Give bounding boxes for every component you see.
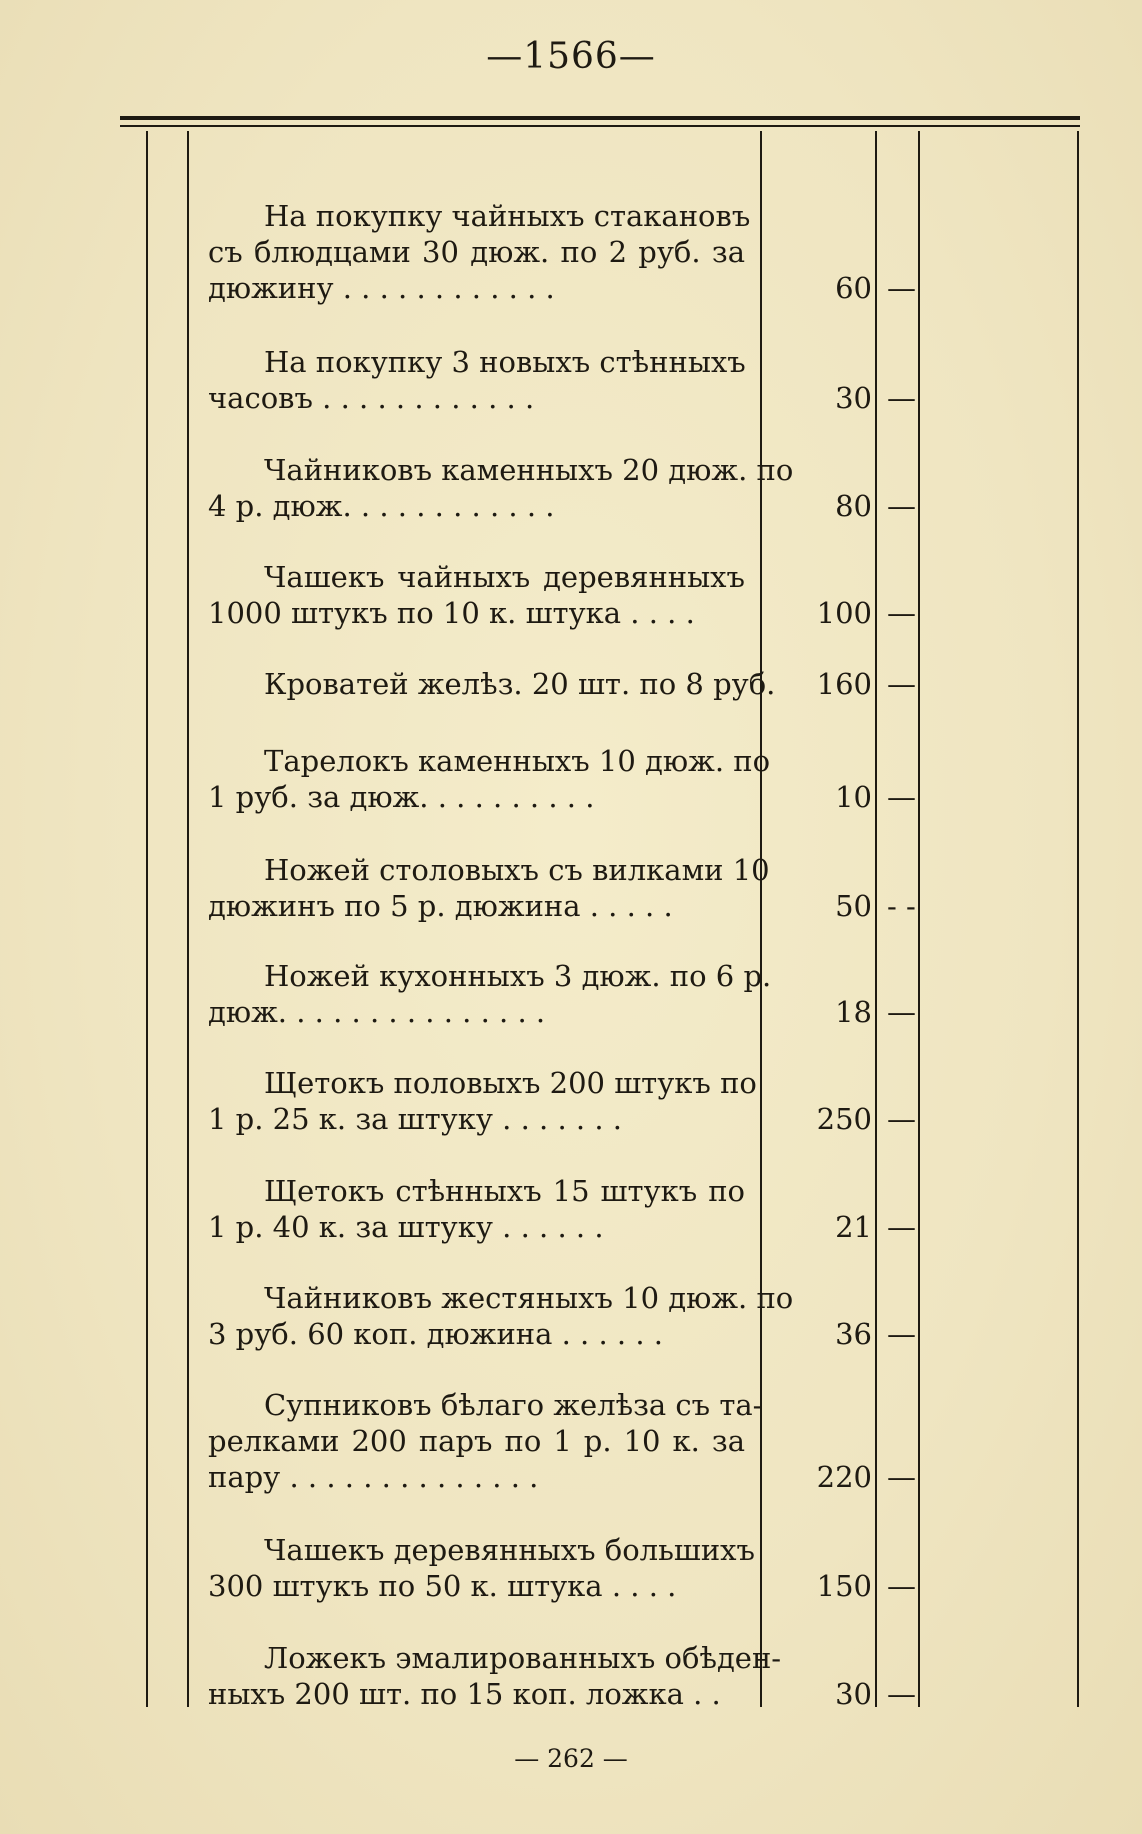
expense-kopeks-dash: — — [887, 271, 916, 305]
expense-amount: 160 — [816, 667, 872, 701]
expense-entry-line: Тарелокъ каменныхъ 10 дюж. по — [264, 744, 771, 778]
expense-amount: 30 — [835, 381, 872, 415]
expense-entry-line: Чайниковъ жестяныхъ 10 дюж. по — [264, 1281, 794, 1315]
expense-entry-line: 1 руб. за дюж. . . . . . . . . . — [208, 780, 595, 814]
table-border-left-inner — [187, 131, 189, 1707]
expense-entry-line: 4 р. дюж. . . . . . . . . . . . — [208, 489, 555, 523]
expense-entry-line: Чашекъ деревянныхъ большихъ — [264, 1533, 755, 1567]
expense-entry-line: 1000 штукъ по 10 к. штука . . . . — [208, 596, 695, 630]
expense-kopeks-dash: — — [887, 1569, 916, 1603]
expense-entry-line: релками 200 паръ по 1 р. 10 к. за — [208, 1424, 745, 1458]
expense-kopeks-dash: — — [887, 1210, 916, 1244]
expense-kopeks-dash: — — [887, 1677, 916, 1711]
expense-entry-text — [208, 1065, 757, 1137]
expense-amount: 36 — [835, 1317, 872, 1351]
expense-entry-line: 300 штукъ по 50 к. штука . . . . — [208, 1569, 677, 1603]
expense-entry-text — [208, 666, 776, 702]
expense-entry-line: ныхъ 200 шт. по 15 коп. ложка . . — [208, 1677, 721, 1711]
expense-kopeks-dash: - - — [887, 889, 916, 923]
column-divider-amount-kopeks — [875, 131, 877, 1707]
expense-amount: 80 — [835, 489, 872, 523]
expense-entry-text — [208, 1280, 794, 1352]
expense-kopeks-dash: — — [887, 489, 916, 523]
expense-entry-text — [208, 743, 771, 815]
expense-amount: 150 — [816, 1569, 872, 1603]
expense-kopeks-dash: — — [887, 667, 916, 701]
expense-amount: 21 — [835, 1210, 872, 1244]
expense-kopeks-dash: — — [887, 596, 916, 630]
expense-entry-line: съ блюдцами 30 дюж. по 2 руб. за — [208, 235, 745, 269]
expense-entry-text — [208, 1640, 782, 1712]
expense-entry-line: 3 руб. 60 коп. дюжина . . . . . . — [208, 1317, 664, 1351]
page-header-number: —1566— — [486, 36, 656, 77]
expense-entry-text — [208, 452, 794, 524]
expense-entry-line: 1 р. 40 к. за штуку . . . . . . — [208, 1210, 604, 1244]
expense-amount: 250 — [816, 1102, 872, 1136]
expense-entry-text — [208, 1173, 745, 1245]
expense-entry-line: 1 р. 25 к. за штуку . . . . . . . — [208, 1102, 622, 1136]
expense-entry-line: дюж. . . . . . . . . . . . . . . — [208, 995, 546, 1029]
header-rule-thick — [120, 116, 1080, 120]
expense-entry-text — [208, 198, 751, 306]
expense-entry-line: Ложекъ эмалированныхъ обѣден- — [264, 1641, 782, 1675]
table-border-right — [1077, 131, 1079, 1707]
expense-entry-line: Ножей кухонныхъ 3 дюж. по 6 р. — [264, 959, 772, 993]
expense-entry-line: На покупку 3 новыхъ стѣнныхъ — [264, 345, 746, 379]
expense-amount: 30 — [835, 1677, 872, 1711]
expense-amount: 100 — [816, 596, 872, 630]
expense-entry-text — [208, 1387, 763, 1495]
expense-entry-text — [208, 559, 745, 631]
expense-entry-line: Чайниковъ каменныхъ 20 дюж. по — [264, 453, 794, 487]
expense-entry-line: дюжинъ по 5 р. дюжина . . . . . — [208, 889, 673, 923]
expense-amount: 220 — [816, 1460, 872, 1494]
expense-entry-line: Щетокъ стѣнныхъ 15 штукъ по — [264, 1174, 745, 1208]
expense-entry-text — [208, 344, 745, 416]
expense-entry-text — [208, 958, 772, 1030]
expense-kopeks-dash: — — [887, 780, 916, 814]
table-border-left-outer — [146, 131, 148, 1707]
page-footer-number: — 262 — — [514, 1744, 628, 1773]
expense-amount: 10 — [835, 780, 872, 814]
expense-entry-line: дюжину . . . . . . . . . . . . — [208, 271, 555, 305]
expense-amount: 18 — [835, 995, 872, 1029]
expense-amount: 60 — [835, 271, 872, 305]
expense-kopeks-dash: — — [887, 381, 916, 415]
expense-kopeks-dash: — — [887, 995, 916, 1029]
expense-kopeks-dash: — — [887, 1102, 916, 1136]
expense-entry-line: Ножей столовыхъ съ вилками 10 — [264, 853, 770, 887]
column-divider-kopeks-right — [918, 131, 920, 1707]
expense-entry-line: Щетокъ половыхъ 200 штукъ по — [264, 1066, 757, 1100]
expense-entry-line: Супниковъ бѣлаго желѣза съ та- — [264, 1388, 763, 1422]
expense-entry-line: часовъ . . . . . . . . . . . . — [208, 381, 535, 415]
expense-kopeks-dash: — — [887, 1460, 916, 1494]
expense-entry-text — [208, 852, 770, 924]
expense-entry-line: На покупку чайныхъ стакановъ — [264, 199, 751, 233]
expense-entry-text — [208, 1532, 755, 1604]
expense-kopeks-dash: — — [887, 1317, 916, 1351]
expense-entry-line: Кроватей желѣз. 20 шт. по 8 руб. — [264, 667, 776, 701]
expense-amount: 50 — [835, 889, 872, 923]
header-rule-thin — [120, 125, 1080, 127]
expense-entry-line: Чашекъ чайныхъ деревянныхъ — [264, 560, 745, 594]
expense-entry-line: пару . . . . . . . . . . . . . . — [208, 1460, 539, 1494]
